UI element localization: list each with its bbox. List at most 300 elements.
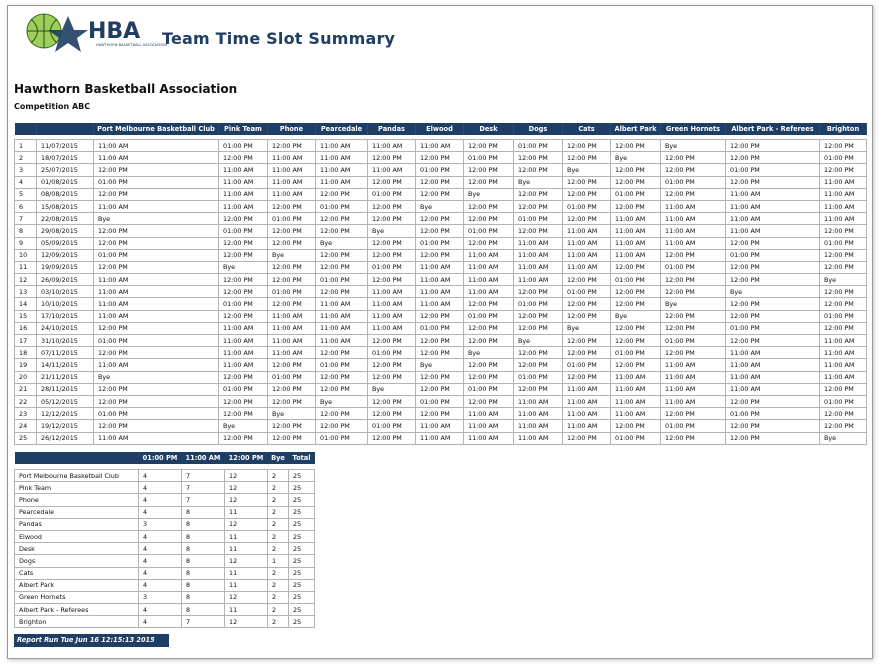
main-table-cell: 11:00 AM xyxy=(268,335,316,347)
summary-table-cell: 2 xyxy=(268,470,289,482)
main-table-cell: 11:00 AM xyxy=(820,176,867,188)
summary-table-cell: Brighton xyxy=(15,616,139,628)
main-table-cell: 12:00 PM xyxy=(611,298,661,310)
main-table-cell: 12:00 PM xyxy=(514,225,563,237)
summary-table-cell: 25 xyxy=(289,579,315,591)
main-table-row xyxy=(15,249,867,261)
main-table-row xyxy=(15,347,867,359)
main-table-cell: 4 xyxy=(15,176,37,188)
main-table-row xyxy=(15,176,867,188)
main-table-cell: 12:00 PM xyxy=(661,432,726,444)
main-table-cell: 12:00 PM xyxy=(219,213,268,225)
main-table-row xyxy=(15,383,867,395)
main-table-cell: 12:00 PM xyxy=(611,176,661,188)
main-column-header: Port Melbourne Basketball Club xyxy=(94,123,219,135)
main-table-cell: 01:00 PM xyxy=(661,176,726,188)
main-table-cell: 12:00 PM xyxy=(820,408,867,420)
main-table-cell: 11:00 AM xyxy=(94,140,219,152)
main-table-cell: 01:00 PM xyxy=(316,200,368,212)
main-table-cell: Bye xyxy=(219,420,268,432)
main-table-cell: 11:00 AM xyxy=(563,225,611,237)
main-table-cell: 12:00 PM xyxy=(219,249,268,261)
main-table-row xyxy=(15,310,867,322)
main-table-cell: 24 xyxy=(15,420,37,432)
main-table-cell: 12 xyxy=(15,274,37,286)
main-table-cell: 01:00 PM xyxy=(820,152,867,164)
summary-table-row xyxy=(15,530,315,542)
main-table-cell: 11:00 AM xyxy=(820,188,867,200)
main-table-cell: 12:00 PM xyxy=(611,164,661,176)
summary-table-cell: 2 xyxy=(268,579,289,591)
main-table-cell: 12:00 PM xyxy=(94,322,219,334)
main-table-cell: 01:00 PM xyxy=(820,395,867,407)
main-column-header: Desk xyxy=(464,123,514,135)
main-table-cell: 12:00 PM xyxy=(416,249,464,261)
main-table-cell: 12:00 PM xyxy=(368,395,416,407)
main-table-cell: 01:00 PM xyxy=(416,395,464,407)
summary-table-cell: 8 xyxy=(182,567,225,579)
summary-table-cell: Pink Team xyxy=(15,482,139,494)
main-table-cell: 01:00 PM xyxy=(268,286,316,298)
main-table-cell: 12:00 PM xyxy=(368,249,416,261)
main-table-cell: 11:00 AM xyxy=(219,164,268,176)
main-table-cell: 12:00 PM xyxy=(820,322,867,334)
main-table-cell: 29/08/2015 xyxy=(37,225,94,237)
main-table-cell: 11:00 AM xyxy=(94,298,219,310)
main-table-cell: 12/12/2015 xyxy=(37,408,94,420)
main-table-cell: 01:00 PM xyxy=(661,420,726,432)
summary-table-cell: 11 xyxy=(225,579,268,591)
main-table-cell: 12:00 PM xyxy=(368,176,416,188)
summary-table-cell: 4 xyxy=(139,494,182,506)
main-table-cell: 12:00 PM xyxy=(94,395,219,407)
main-table-cell: 11:00 AM xyxy=(94,274,219,286)
main-table-cell: 11:00 AM xyxy=(661,383,726,395)
main-table-cell: 01:00 PM xyxy=(726,408,820,420)
main-table-cell: 12:00 PM xyxy=(464,335,514,347)
main-table-cell: 01:00 PM xyxy=(514,140,563,152)
main-table-cell: 11/07/2015 xyxy=(37,140,94,152)
summary-table-cell: 7 xyxy=(182,470,225,482)
main-column-header: Phone xyxy=(268,123,316,135)
main-table-cell: 11:00 AM xyxy=(661,395,726,407)
summary-table-cell: 11 xyxy=(225,567,268,579)
main-table-cell: 11:00 AM xyxy=(726,383,820,395)
main-table-cell: 11:00 AM xyxy=(368,140,416,152)
summary-table-cell: 12 xyxy=(225,482,268,494)
main-table-cell: 12:00 PM xyxy=(661,188,726,200)
main-table-cell: Bye xyxy=(563,164,611,176)
main-table-cell: 11:00 AM xyxy=(268,176,316,188)
summary-table-cell: Pearcedale xyxy=(15,506,139,518)
main-table-cell: 11:00 AM xyxy=(661,225,726,237)
main-table-cell: 11:00 AM xyxy=(563,261,611,273)
main-table-row xyxy=(15,420,867,432)
main-table-cell: 11:00 AM xyxy=(94,286,219,298)
main-table-cell: 12:00 PM xyxy=(514,322,563,334)
main-table-cell: 12:00 PM xyxy=(416,383,464,395)
main-table-cell: 01:00 PM xyxy=(94,249,219,261)
main-table-cell: 01:00 PM xyxy=(820,310,867,322)
organisation-name: Hawthorn Basketball Association xyxy=(14,82,238,96)
summary-column-header xyxy=(15,452,139,464)
main-table-cell: 11:00 AM xyxy=(368,298,416,310)
main-table-cell: 12:00 PM xyxy=(416,310,464,322)
main-table-cell: 12:00 PM xyxy=(316,347,368,359)
summary-table xyxy=(14,452,315,628)
table-header-row xyxy=(15,123,867,135)
main-table-cell: 07/11/2015 xyxy=(37,347,94,359)
main-table-cell: 12:00 PM xyxy=(563,140,611,152)
summary-table-cell: 25 xyxy=(289,518,315,530)
main-table-cell: 12:00 PM xyxy=(820,140,867,152)
summary-table-cell: 3 xyxy=(139,591,182,603)
summary-table-cell: 2 xyxy=(268,591,289,603)
main-table-cell: 21 xyxy=(15,383,37,395)
main-table-row xyxy=(15,152,867,164)
summary-table-cell: 2 xyxy=(268,604,289,616)
main-table-cell: 2 xyxy=(15,152,37,164)
main-table-cell: 11:00 AM xyxy=(514,395,563,407)
summary-table-cell: 12 xyxy=(225,470,268,482)
main-table-cell: Bye xyxy=(563,322,611,334)
summary-table-cell: 2 xyxy=(268,482,289,494)
main-table-cell: 01:00 PM xyxy=(94,408,219,420)
summary-column-header: Bye xyxy=(268,452,289,464)
main-table-cell: 12:00 PM xyxy=(514,152,563,164)
main-table-cell: 12:00 PM xyxy=(661,408,726,420)
main-table-cell: 12:00 PM xyxy=(611,420,661,432)
main-table-cell: Bye xyxy=(611,310,661,322)
summary-table-row xyxy=(15,518,315,530)
main-table-cell: 11:00 AM xyxy=(514,274,563,286)
main-table-row xyxy=(15,261,867,273)
main-table-cell: 11:00 AM xyxy=(563,395,611,407)
main-column-header: Dogs xyxy=(514,123,563,135)
main-table-cell: 12:00 PM xyxy=(726,140,820,152)
main-table-row xyxy=(15,164,867,176)
main-table-cell: 12:00 PM xyxy=(268,225,316,237)
summary-table-cell: 7 xyxy=(182,616,225,628)
summary-table-cell: Desk xyxy=(15,543,139,555)
summary-table-cell: 2 xyxy=(268,616,289,628)
summary-table-cell: 12 xyxy=(225,591,268,603)
main-table-cell: 11:00 AM xyxy=(611,213,661,225)
main-table-cell: 12:00 PM xyxy=(368,200,416,212)
main-table-cell: 11:00 AM xyxy=(611,371,661,383)
main-table-row xyxy=(15,200,867,212)
main-table-cell: 12:00 PM xyxy=(820,164,867,176)
main-table-cell: 11:00 AM xyxy=(820,347,867,359)
main-table-cell: 11:00 AM xyxy=(268,164,316,176)
main-table-cell: 01:00 PM xyxy=(464,152,514,164)
main-table-cell: 12:00 PM xyxy=(611,335,661,347)
main-table-cell: 22/08/2015 xyxy=(37,213,94,225)
main-table-cell: 11:00 AM xyxy=(416,432,464,444)
summary-column-header: 12:00 PM xyxy=(225,452,268,464)
main-table-cell: 12:00 PM xyxy=(464,200,514,212)
main-table-cell: 11:00 AM xyxy=(416,274,464,286)
main-table-cell: 12:00 PM xyxy=(219,152,268,164)
main-table-cell: 11:00 AM xyxy=(316,176,368,188)
main-table-cell: 01:00 PM xyxy=(368,188,416,200)
summary-table-cell: 4 xyxy=(139,555,182,567)
main-table-cell: 01:00 PM xyxy=(726,322,820,334)
main-table-cell: 11:00 AM xyxy=(661,359,726,371)
main-table-cell: 11:00 AM xyxy=(268,347,316,359)
main-table-cell: 10 xyxy=(15,249,37,261)
summary-table-cell: Elwood xyxy=(15,530,139,542)
main-table-cell: 11:00 AM xyxy=(219,188,268,200)
main-table-cell: 12:00 PM xyxy=(316,383,368,395)
main-table-cell: 12:00 PM xyxy=(514,359,563,371)
main-table-cell: 12:00 PM xyxy=(94,261,219,273)
main-table-cell: 12:00 PM xyxy=(563,152,611,164)
main-table-cell: 11:00 AM xyxy=(416,286,464,298)
main-table-cell: Bye xyxy=(268,249,316,261)
main-table-cell: Bye xyxy=(726,286,820,298)
main-table-cell: 24/10/2015 xyxy=(37,322,94,334)
main-table-cell: 01:00 PM xyxy=(726,164,820,176)
main-table-cell: 01:00 PM xyxy=(219,383,268,395)
summary-table-cell: 12 xyxy=(225,494,268,506)
main-table-cell: 11:00 AM xyxy=(563,383,611,395)
main-table-cell: 12:00 PM xyxy=(316,408,368,420)
main-table-cell: 12:00 PM xyxy=(464,371,514,383)
main-table-cell: 11:00 AM xyxy=(464,274,514,286)
main-table-cell: 18 xyxy=(15,347,37,359)
main-table-cell: 11:00 AM xyxy=(268,310,316,322)
main-table-cell: 01:00 PM xyxy=(219,140,268,152)
main-table-cell: 01:00 PM xyxy=(563,286,611,298)
main-table-cell: 19 xyxy=(15,359,37,371)
main-table-cell: 11:00 AM xyxy=(726,188,820,200)
summary-table-cell: 25 xyxy=(289,482,315,494)
main-column-header: Albert Park - Referees xyxy=(726,123,820,135)
main-table-cell: 01:00 PM xyxy=(316,274,368,286)
summary-column-header: 01:00 PM xyxy=(139,452,182,464)
summary-table-cell: 2 xyxy=(268,567,289,579)
main-table-cell: 01:00 PM xyxy=(661,261,726,273)
summary-table-cell: 12 xyxy=(225,555,268,567)
main-table-cell: 12:00 PM xyxy=(316,188,368,200)
main-table-cell: 12:00 PM xyxy=(219,395,268,407)
main-table-cell: 12:00 PM xyxy=(268,140,316,152)
main-table-cell: 12:00 PM xyxy=(268,383,316,395)
summary-table-cell: Albert Park xyxy=(15,579,139,591)
main-table-cell: 12:00 PM xyxy=(563,176,611,188)
main-table-cell: 01:00 PM xyxy=(514,213,563,225)
main-table-cell: 12:00 PM xyxy=(820,249,867,261)
main-table-cell: 11:00 AM xyxy=(464,432,514,444)
main-table-cell: 01:00 PM xyxy=(416,164,464,176)
main-table-cell: 12:00 PM xyxy=(416,176,464,188)
main-table-cell: 01:00 PM xyxy=(726,249,820,261)
main-table-row xyxy=(15,140,867,152)
main-table-cell: 11:00 AM xyxy=(820,213,867,225)
main-table-cell: 01:00 PM xyxy=(563,359,611,371)
main-table-cell: 05/12/2015 xyxy=(37,395,94,407)
main-table-cell: 11:00 AM xyxy=(611,383,661,395)
summary-table-cell: 2 xyxy=(268,543,289,555)
main-table-cell: 10/10/2015 xyxy=(37,298,94,310)
main-table-cell: 25/07/2015 xyxy=(37,164,94,176)
main-table-cell: 01:00 PM xyxy=(316,432,368,444)
summary-table-cell: Dogs xyxy=(15,555,139,567)
main-table-cell: Bye xyxy=(464,188,514,200)
main-table-cell: Bye xyxy=(316,395,368,407)
summary-table-cell: 11 xyxy=(225,530,268,542)
main-table-cell: 11:00 AM xyxy=(416,298,464,310)
main-table-cell: Bye xyxy=(94,213,219,225)
main-table-cell: 11:00 AM xyxy=(661,237,726,249)
main-column-header xyxy=(15,123,37,135)
main-table-cell: 12:00 PM xyxy=(368,408,416,420)
main-table-row xyxy=(15,213,867,225)
main-table-cell: 12:00 PM xyxy=(416,347,464,359)
main-table-cell: 01:00 PM xyxy=(268,213,316,225)
main-table-cell: 12:00 PM xyxy=(368,371,416,383)
summary-table-cell: 2 xyxy=(268,530,289,542)
summary-table-cell: 3 xyxy=(139,518,182,530)
main-table-cell: 01:00 PM xyxy=(368,347,416,359)
summary-table-cell: 8 xyxy=(182,591,225,603)
main-table-cell: 12:00 PM xyxy=(464,213,514,225)
main-table-cell: 12:00 PM xyxy=(611,322,661,334)
main-table-cell: 21/11/2015 xyxy=(37,371,94,383)
main-table-cell: 28/11/2015 xyxy=(37,383,94,395)
summary-table-cell: 4 xyxy=(139,470,182,482)
main-table-cell: 11:00 AM xyxy=(268,188,316,200)
main-table-cell: 12:00 PM xyxy=(726,176,820,188)
main-table-cell: 12:00 PM xyxy=(514,200,563,212)
main-table-cell: 11:00 AM xyxy=(726,371,820,383)
summary-table-cell: 25 xyxy=(289,470,315,482)
main-table-cell: 11:00 AM xyxy=(94,359,219,371)
main-table-cell: 01:00 PM xyxy=(416,237,464,249)
main-table-cell: 11:00 AM xyxy=(661,213,726,225)
main-table-cell: 11:00 AM xyxy=(316,164,368,176)
main-table-cell: 11:00 AM xyxy=(316,322,368,334)
main-table-cell: 12:00 PM xyxy=(563,274,611,286)
main-table-cell: 01:00 PM xyxy=(611,274,661,286)
summary-table-cell: Phone xyxy=(15,494,139,506)
main-table-cell: 12:00 PM xyxy=(514,164,563,176)
summary-table-row xyxy=(15,543,315,555)
main-table-row xyxy=(15,237,867,249)
main-table-cell: 11:00 AM xyxy=(726,200,820,212)
main-table-cell: 12:00 PM xyxy=(464,322,514,334)
main-table-cell: 12:00 PM xyxy=(268,261,316,273)
summary-table-cell: 8 xyxy=(182,543,225,555)
main-table-cell: 12:00 PM xyxy=(563,298,611,310)
main-table-row xyxy=(15,286,867,298)
main-table-cell: 12:00 PM xyxy=(219,408,268,420)
main-table-cell: 12:00 PM xyxy=(464,298,514,310)
main-table-cell: 17 xyxy=(15,335,37,347)
main-table-cell: 01:00 PM xyxy=(611,188,661,200)
main-table-cell: 12:00 PM xyxy=(514,286,563,298)
main-table-cell: Bye xyxy=(611,152,661,164)
main-table-cell: 12:00 PM xyxy=(316,371,368,383)
main-table-row xyxy=(15,371,867,383)
main-table-cell: 12:00 PM xyxy=(611,140,661,152)
summary-table-cell: 7 xyxy=(182,494,225,506)
main-table-cell: 25 xyxy=(15,432,37,444)
main-table-cell: 11:00 AM xyxy=(219,359,268,371)
main-table-cell: 12:00 PM xyxy=(726,432,820,444)
main-table-cell: 11:00 AM xyxy=(316,335,368,347)
main-table-row xyxy=(15,225,867,237)
main-table-cell: 11:00 AM xyxy=(820,335,867,347)
summary-table-cell: 12 xyxy=(225,518,268,530)
main-table-cell: 6 xyxy=(15,200,37,212)
main-table-cell: 12:00 PM xyxy=(726,237,820,249)
summary-table-cell: 7 xyxy=(182,482,225,494)
main-table-cell: Bye xyxy=(368,225,416,237)
main-table-cell: 26/12/2015 xyxy=(37,432,94,444)
main-table-cell: 7 xyxy=(15,213,37,225)
main-column-header: Elwood xyxy=(416,123,464,135)
main-table-cell: 12:00 PM xyxy=(464,395,514,407)
main-table-cell: 12:00 PM xyxy=(726,420,820,432)
main-table-cell: 16 xyxy=(15,322,37,334)
main-table-cell: 11:00 AM xyxy=(219,335,268,347)
main-table-cell: 11:00 AM xyxy=(368,310,416,322)
summary-table-cell: 8 xyxy=(182,604,225,616)
summary-header-row xyxy=(15,452,315,464)
main-table-cell: 11:00 AM xyxy=(611,395,661,407)
main-table-cell: 12:00 PM xyxy=(268,395,316,407)
main-table-cell: 12:00 PM xyxy=(268,274,316,286)
time-slot-table xyxy=(14,123,867,445)
main-table-cell: 11:00 AM xyxy=(368,164,416,176)
main-table-cell: 11:00 AM xyxy=(416,261,464,273)
main-table-cell: 11:00 AM xyxy=(368,322,416,334)
main-table-cell: 12:00 PM xyxy=(661,286,726,298)
summary-table-cell: Green Hornets xyxy=(15,591,139,603)
main-table-cell: 11:00 AM xyxy=(820,200,867,212)
main-table-cell: 12:00 PM xyxy=(820,298,867,310)
main-table-cell: 12:00 PM xyxy=(416,213,464,225)
main-table-cell: 11:00 AM xyxy=(464,249,514,261)
main-table-row xyxy=(15,188,867,200)
competition-name: Competition ABC xyxy=(14,102,91,111)
main-table-cell: 12:00 PM xyxy=(368,213,416,225)
main-table-cell: 12:00 PM xyxy=(726,395,820,407)
main-table-cell: 12:00 PM xyxy=(563,432,611,444)
main-table-cell: Bye xyxy=(416,200,464,212)
main-table-cell: 12:00 PM xyxy=(94,225,219,237)
main-table-cell: 11:00 AM xyxy=(514,249,563,261)
main-table-cell: Bye xyxy=(416,359,464,371)
main-table-cell: 12:00 PM xyxy=(563,310,611,322)
summary-table-cell: 8 xyxy=(182,530,225,542)
main-table-cell: 01:00 PM xyxy=(268,371,316,383)
main-table-cell: 01:00 PM xyxy=(464,310,514,322)
main-table-cell: 12:00 PM xyxy=(316,286,368,298)
main-table-cell: 12:00 PM xyxy=(316,225,368,237)
main-table-cell: 12:00 PM xyxy=(94,188,219,200)
main-table-cell: 01:00 PM xyxy=(316,359,368,371)
main-table-cell: 19/09/2015 xyxy=(37,261,94,273)
main-column-header: Green Hornets xyxy=(661,123,726,135)
summary-table-cell: 4 xyxy=(139,567,182,579)
main-table-cell: 11:00 AM xyxy=(94,432,219,444)
main-table-cell: Bye xyxy=(268,408,316,420)
main-table-cell: 12:00 PM xyxy=(316,249,368,261)
main-table-cell: 11:00 AM xyxy=(316,140,368,152)
